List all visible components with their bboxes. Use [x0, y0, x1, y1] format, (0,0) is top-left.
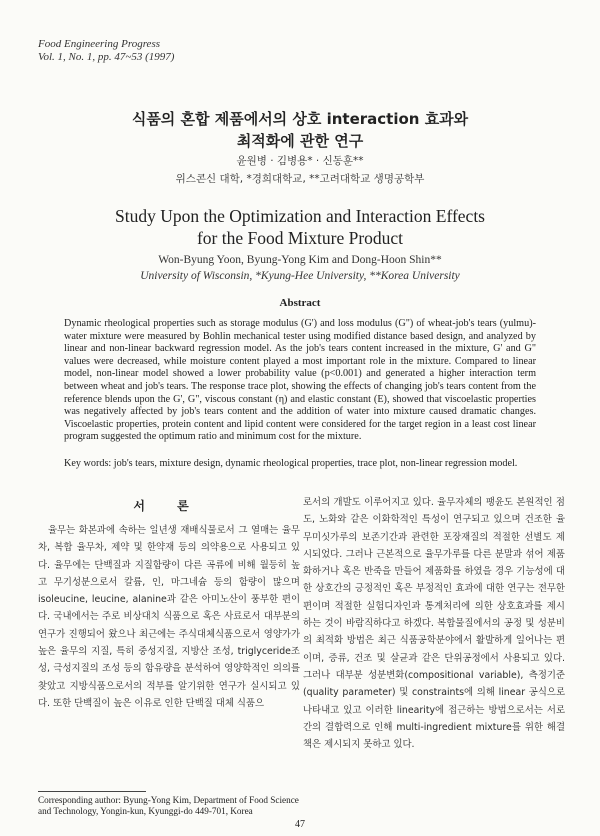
english-authors [0, 252, 600, 284]
english-title-line2: for the Food Mixture Product [196, 228, 404, 248]
abstract-heading: Abstract [279, 297, 321, 309]
journal-name: Food Engineering Progress [38, 38, 161, 50]
abstract-text: Dynamic rheological properties such as storage modulus (G') and loss modulus (G") of wheat-job's tears (yulmu)-water mixture were measured by Bohlin mechanical tester using modified distance based design, and analyzed by linear and non-linear backward regression model. As the job's tears content increased in the mixture, G' and G" values were decreased, while moisture content played a most important role in the mixture. Compared to linear model, non-linear model showed a lower probability value (p<0.001) and generated a higher interaction term between wheat and job's tears. The response trace plot, showing the effects of changing job's tears content from the reference blends upon the G', G", viscous constant (η) and elastic constant (E), showed that viscoelastic properties was negatively affected by job's tears content and the addition of water into mixture caused dramatic changes. Viscoelastic properties, protein content and lipid content were considered for the target region in a least cost linear program suggested the optimum ratio and minimum cost for the mixture. [64, 318, 536, 443]
keywords: Key words: job's tears, mixture design, dynamic rheological properties, trace plot, non-linear regression model. [64, 458, 518, 469]
body-paragraph: 로서의 개발도 이루어지고 있다. 율무자체의 팽윤도 본원적인 점도, 노화와 같은 이화학적인 특성이 연구되고 있으며 건조한 율무미싯가루의 보존기간과 관련한 포장재질의 적절한 선별도 제시되었다. 그러나 근본적으로 율무가루를 다른 분말과 섞어 제품화하거나 혹은 반죽을 만들어 제품화를 하였을 경우 기능성에 대한 상호간의 긍정적인 혹은 부정적인 효과에 대한 연구는 전무한 편이며 적절한 실험디자인과 통계처리에 의한 상호효과를 제시하는 것이 바람직하다고 하겠다. 복합물질에서의 공정 및 성분비의 최적화 방법은 최근 식품공학분야에서 활발하게 일어나는 편이며, 증류, 건조 및 살균과 같은 단위공정에서 사용되고 있다. 그러나 대부분 성분변화(compositional variable), 측정기준(quality parameter) 및 constraints에 의해 linear 공식으로 나타내고 있고 이러한 linearity에 접근하는 방법으로서는 서로간의 결합력으로 인해 multi-ingredient mixture를 위한 해결책은 제시되지 못하고 있다. [303, 497, 565, 751]
body-column-right [303, 494, 565, 753]
journal-header [38, 38, 174, 64]
body-column-left [38, 522, 300, 712]
korean-title-line2: 최적화에 관한 연구 [236, 132, 364, 150]
english-affiliation: University of Wisconsin, *Kyung-Hee University, **Korea University [140, 270, 460, 282]
page-number: 47 [295, 819, 305, 830]
korean-affiliation: 위스콘신 대학, *경희대학교, **고려대학교 생명공학부 [175, 173, 425, 185]
korean-title [0, 108, 600, 152]
section-heading-introduction: 서 론 [133, 499, 203, 513]
english-author-names: Won-Byung Yoon, Byung-Yong Kim and Dong-Hoon Shin** [158, 254, 442, 266]
body-paragraph: 율무는 화본과에 속하는 일년생 재배식물로서 그 열매는 율무차, 복합 율무차, 제약 및 한약재 등의 의약용으로 사용되고 있다. 율무에는 단백질과 지질함량이 다른 곡류에 비해 월등히 높고 무기성분으로서 칼륨, 인, 마그네슘 등의 함량이 많으며 isoleucine, leucine, alanine과 같은 아미노산이 풍부한 편이다. 국내에서는 주로 비상대치 식품으로 혹은 사료로서 대부분의 연구가 진행되어 왔으나 최근에는 주식대체식품으로서 영양가가 높은 율무의 지질, 특히 중성지질, 지방산 조성, triglyceride조성, 극성지질의 조성 등의 함유량을 분석하여 영양학적인 의의를 찾았고 지방식품으로서의 적부를 알기위한 연구가 실시되고 있다. 또한 단백질이 높은 이유로 인한 단백질 대체 식품으 [38, 525, 300, 709]
footnote-divider [38, 791, 146, 792]
journal-volume: Vol. 1, No. 1, pp. 47~53 (1997) [38, 51, 175, 63]
korean-title-line1: 식품의 혼합 제품에서의 상호 interaction 효과와 [131, 110, 469, 128]
corresponding-author-footnote: Corresponding author: Byung-Yong Kim, Department of Food Science and Technology, Yongin-kun, Kyunggi-do 449-701, Korea [38, 795, 299, 817]
english-title-line1: Study Upon the Optimization and Interaction Effects [114, 206, 485, 226]
english-title [0, 205, 600, 249]
korean-author-names: 윤원병 · 김병용* · 신동훈** [236, 155, 364, 167]
korean-authors [0, 152, 600, 188]
